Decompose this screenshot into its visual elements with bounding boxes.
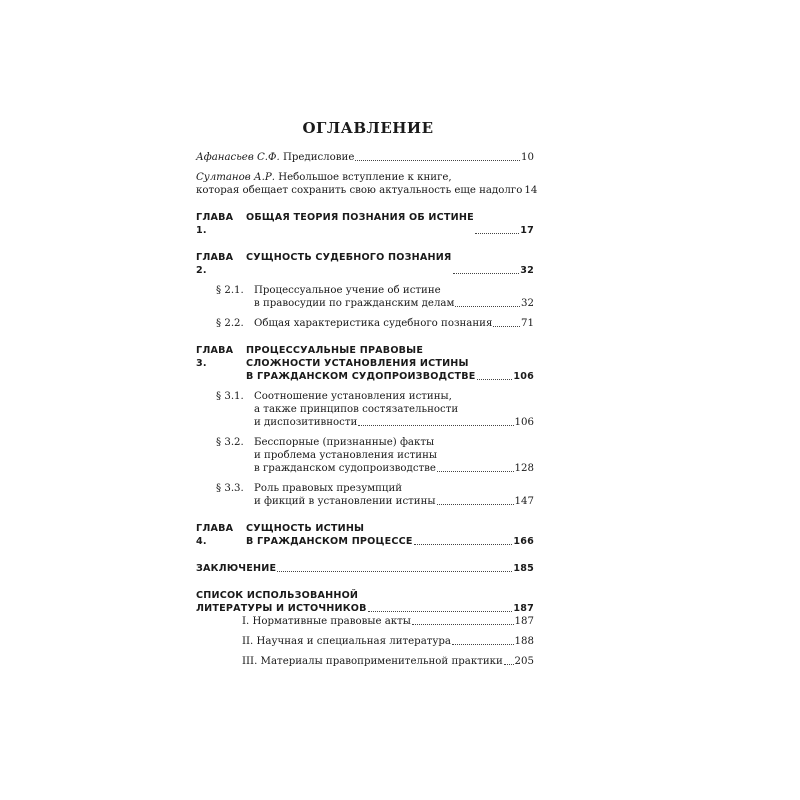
- toc-entry-conclusion: [196, 562, 534, 575]
- dot-leader: [277, 571, 512, 572]
- entry-title: II. Научная и специальная литература: [242, 636, 452, 647]
- chapter-number: ГЛАВА 3.: [196, 345, 234, 369]
- dot-leader: [368, 611, 513, 612]
- entry-title-line: СПИСОК ИСПОЛЬЗОВАННОЙ: [196, 590, 359, 601]
- page-number: 147: [514, 496, 534, 507]
- dot-leader: [355, 160, 520, 161]
- section-number: § 3.1.: [216, 391, 244, 402]
- entry-title: III. Материалы правоприменительной практики: [242, 656, 503, 667]
- toc-entry-section-3-2: [196, 436, 534, 475]
- section-title-line: а также принципов состязательности: [254, 404, 459, 415]
- page-number: 185: [513, 563, 534, 574]
- toc-entry-chapter-3: [196, 344, 534, 383]
- dot-leader: [453, 273, 520, 274]
- toc-entry-section-3-3: [196, 482, 534, 508]
- dot-leader: [414, 544, 513, 545]
- page-number: 187: [513, 603, 534, 614]
- toc-entry-preface: [196, 151, 534, 164]
- page-number: 188: [514, 636, 534, 647]
- page-number: 106: [513, 371, 534, 382]
- page-number: 187: [514, 616, 534, 627]
- dot-leader: [475, 233, 519, 234]
- section-number: § 2.1.: [216, 285, 244, 296]
- toc-entry-bibliography-3: [196, 655, 534, 668]
- entry-title: Предисловие: [282, 152, 355, 163]
- chapter-number: ГЛАВА 4.: [196, 523, 234, 547]
- entry-title-line: Небольшое вступление к книге,: [278, 172, 452, 183]
- chapter-title: ОБЩАЯ ТЕОРИЯ ПОЗНАНИЯ ОБ ИСТИНЕ: [246, 212, 474, 223]
- section-number: § 3.3.: [216, 483, 244, 494]
- section-title-line: Бесспорные (признанные) факты: [254, 437, 435, 448]
- chapter-number: ГЛАВА 1.: [196, 212, 234, 236]
- chapter-title-line: В ГРАЖДАНСКОМ СУДОПРОИЗВОДСТВЕ: [246, 371, 476, 382]
- page-number: 14: [524, 185, 538, 196]
- section-title-line: в гражданском судопроизводстве: [254, 463, 436, 474]
- dot-leader: [358, 425, 513, 426]
- section-title-line: Роль правовых презумпций: [254, 483, 403, 494]
- toc-entry-introduction: [196, 171, 538, 197]
- chapter-title-line: СЛОЖНОСТИ УСТАНОВЛЕНИЯ ИСТИНЫ: [246, 358, 469, 369]
- chapter-number: ГЛАВА 2.: [196, 252, 234, 276]
- page-number: 166: [513, 536, 534, 547]
- section-title-line: Процессуальное учение об истине: [254, 285, 441, 296]
- toc-entry-chapter-4: [196, 522, 534, 548]
- toc-entry-chapter-2: [196, 251, 534, 277]
- section-number: § 2.2.: [216, 318, 244, 329]
- toc-entry-chapter-1: [196, 211, 534, 237]
- dot-leader: [437, 471, 514, 472]
- entry-title: I. Нормативные правовые акты: [242, 616, 411, 627]
- section-title: Общая характеристика судебного познания: [254, 318, 493, 329]
- section-number: § 3.2.: [216, 437, 244, 448]
- toc-entry-bibliography-2: [196, 635, 534, 648]
- entry-author: Султанов А.Р.: [196, 172, 275, 183]
- page-number: 128: [514, 463, 534, 474]
- page-number: 32: [520, 265, 534, 276]
- toc-entry-bibliography-1: [196, 615, 534, 628]
- chapter-title-line: ПРОЦЕССУАЛЬНЫЕ ПРАВОВЫЕ: [246, 345, 424, 356]
- entry-author: Афанасьев С.Ф.: [196, 152, 280, 163]
- chapter-title: СУЩНОСТЬ СУДЕБНОГО ПОЗНАНИЯ: [246, 252, 452, 263]
- toc-entry-section-2-2: [196, 317, 534, 330]
- entry-title: ЗАКЛЮЧЕНИЕ: [196, 563, 277, 574]
- toc-entry-section-2-1: [196, 284, 534, 310]
- section-title-line: в правосудии по гражданским делам: [254, 298, 455, 309]
- section-title-line: и проблема установления истины: [254, 450, 437, 461]
- dot-leader: [437, 504, 514, 505]
- page-number: 71: [521, 318, 534, 329]
- page-number: 32: [521, 298, 534, 309]
- dot-leader: [452, 644, 514, 645]
- section-title-line: Соотношение установления истины,: [254, 391, 452, 402]
- dot-leader: [412, 624, 514, 625]
- page-number: 10: [521, 152, 534, 163]
- entry-title-line: которая обещает сохранить свою актуальность еще надолго: [196, 185, 523, 196]
- page-title: ОГЛАВЛЕНИЕ: [302, 119, 434, 137]
- page-number: 17: [520, 225, 534, 236]
- page-number: 205: [514, 656, 534, 667]
- toc-entry-bibliography: [196, 589, 534, 615]
- chapter-title-line: В ГРАЖДАНСКОМ ПРОЦЕССЕ: [246, 536, 413, 547]
- dot-leader: [477, 379, 513, 380]
- entry-title-line: ЛИТЕРАТУРЫ И ИСТОЧНИКОВ: [196, 603, 367, 614]
- section-title-line: и диспозитивности: [254, 417, 358, 428]
- dot-leader: [504, 664, 514, 665]
- page-number: 106: [514, 417, 534, 428]
- table-of-contents: [196, 119, 538, 668]
- toc-entry-section-3-1: [196, 390, 534, 429]
- chapter-title-line: СУЩНОСТЬ ИСТИНЫ: [246, 523, 365, 534]
- dot-leader: [455, 306, 520, 307]
- dot-leader: [493, 326, 520, 327]
- section-title-line: и фикций в установлении истины: [254, 496, 436, 507]
